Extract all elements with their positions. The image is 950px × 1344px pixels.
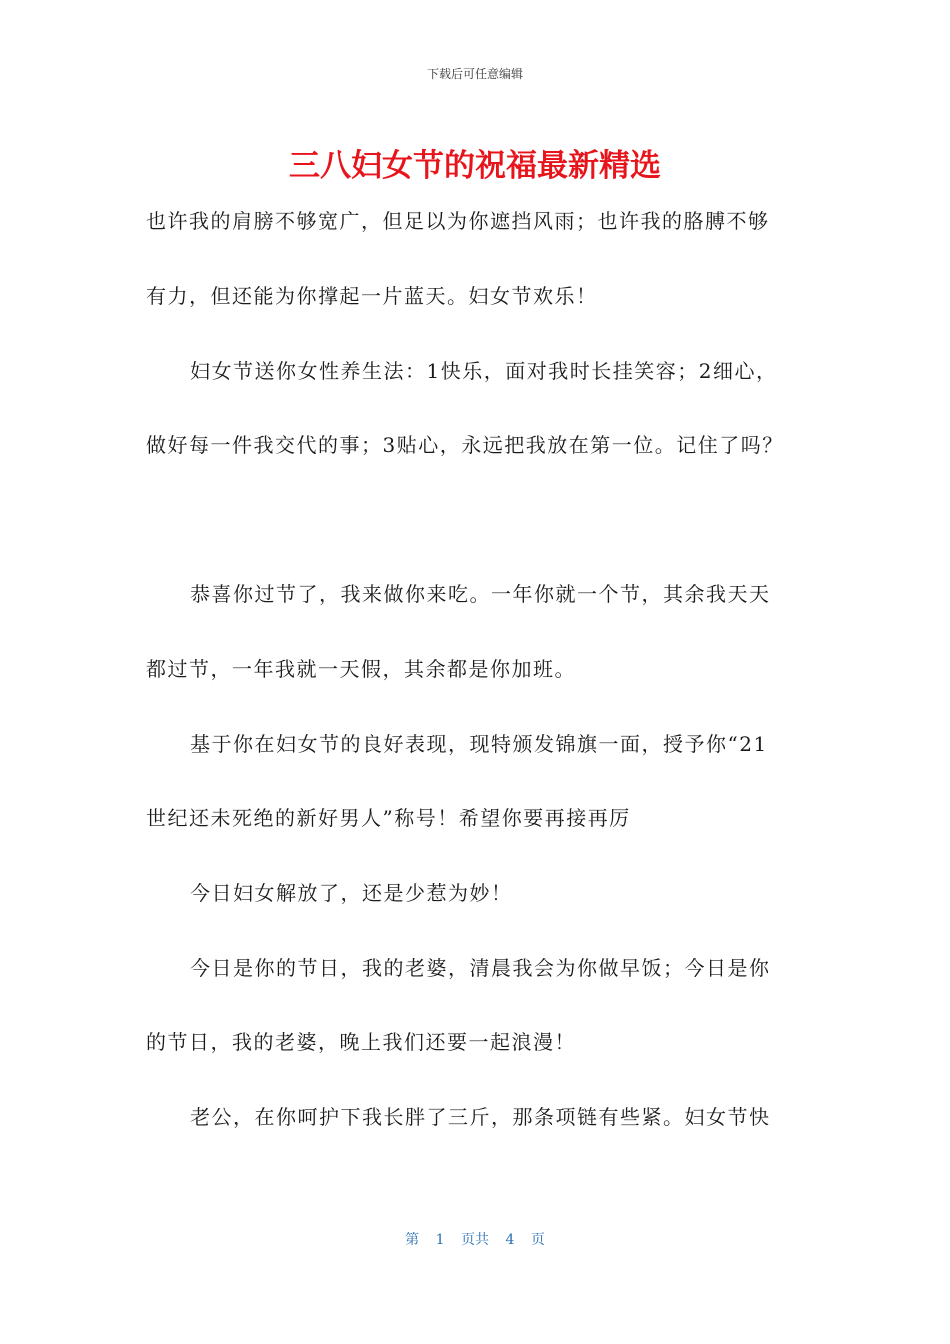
paragraph-line: 妇女节送你女性养生法：1快乐，面对我时长挂笑容；2细心， — [190, 359, 778, 383]
paragraph-line: 老公，在你呵护下我长胖了三斤，那条项链有些紧。妇女节快 — [190, 1105, 771, 1129]
footer-suffix: 页 — [530, 1232, 545, 1248]
paragraph-line: 今日妇女解放了，还是少惹为妙！ — [190, 881, 513, 905]
footer-prefix: 第 — [405, 1232, 420, 1248]
paragraph-line: 也许我的肩膀不够宽广，但足以为你遮挡风雨；也许我的胳膊不够 — [146, 209, 770, 233]
paragraph-line: 做好每一件我交代的事；3贴心，永远把我放在第一位。记住了吗？ — [146, 433, 784, 457]
paragraph-line: 世纪还未死绝的新好男人”称号！希望你要再接再厉 — [146, 806, 631, 830]
footer-middle: 页共 — [461, 1232, 489, 1248]
paragraph-line: 恭喜你过节了，我来做你来吃。一年你就一个节，其余我天天 — [190, 582, 771, 606]
paragraph-line: 的节日，我的老婆，晚上我们还要一起浪漫！ — [146, 1030, 576, 1054]
paragraph-line: 基于你在妇女节的良好表现，现特颁发锦旗一面，授予你“21 — [190, 732, 768, 756]
document-title: 三八妇女节的祝福最新精选 — [289, 148, 661, 184]
page-footer — [0, 1230, 950, 1250]
paragraph-line: 今日是你的节日，我的老婆，清晨我会为你做早饭；今日是你 — [190, 956, 771, 980]
paragraph-line: 都过节，一年我就一天假，其余都是你加班。 — [146, 657, 576, 681]
footer-page-number: 1 — [435, 1232, 445, 1248]
footer-total-pages: 4 — [505, 1232, 515, 1248]
page-header: 下载后可任意编辑 — [426, 67, 523, 81]
paragraph-line: 有力，但还能为你撑起一片蓝天。妇女节欢乐！ — [146, 284, 598, 308]
